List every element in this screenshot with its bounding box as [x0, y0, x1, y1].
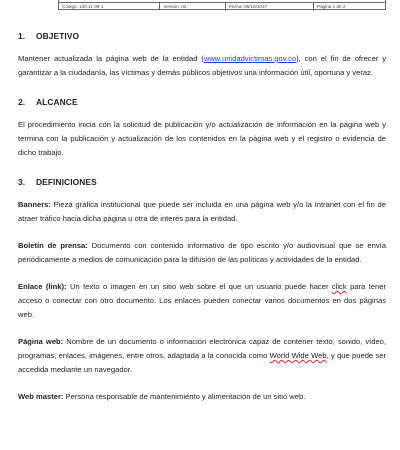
alcance-paragraph: El procedimiento inicia con la solicitud de publicación y/o actualización de información en la página web y termina con la publicación y actualización de los contenidos en la página web y el registro o evidencia de dicho trabajo. [18, 120, 386, 157]
definition-text: Persona responsable de mantenimiento y alimentación de un sitio web. [63, 392, 306, 401]
spellcheck-word-click: click [331, 282, 347, 291]
definition-banners [18, 198, 386, 226]
definition-term: Banners: [18, 200, 51, 209]
definition-text: para tener acceso o conectar con otro documento. Los enlaces pueden conectar varios documentos en dos páginas web. [18, 282, 386, 319]
definition-term: Página web: [18, 337, 64, 346]
definition-enlace [18, 280, 386, 322]
section-number: 1. [18, 31, 26, 41]
definition-web-master [18, 390, 386, 404]
definition-pagina-web [18, 335, 386, 377]
section-heading-objetivo [18, 31, 386, 41]
section-number: 3. [18, 177, 26, 187]
section-title: OBJETIVO [36, 31, 80, 41]
definition-text: Nombre de un documento o información electrónica capaz de contener texto, sonido, vídeo, programas, enlaces, imágenes, entre otros, adaptada a la conocida como [18, 337, 387, 360]
definition-boletin [18, 239, 386, 267]
definition-text: Pieza gráfica institucional que puede ser incluida en una página web y/o la Intranet con el fin de atraer tráfico hacia dicha página u otra de interés para la entidad. [18, 200, 386, 223]
document-body [18, 27, 386, 404]
section-heading-definiciones [18, 177, 386, 187]
definition-term: Web master: [18, 392, 64, 401]
header-codigo: Código: 140.11.08-1 [59, 3, 160, 10]
spellcheck-word-world-wide-web: World Wide Web [269, 351, 327, 360]
entity-website-link[interactable]: www.unidadvictimas.gov.co [203, 54, 297, 63]
definition-text: , y que puede ser accedida mediante un navegador. [18, 351, 386, 374]
header-fecha: Fecha: 05/10/2017 [225, 3, 313, 10]
section-title: DEFINICIONES [36, 177, 97, 187]
definition-text: Un texto o imagen en un sitio web sobre el que un usuario puede hacer [66, 282, 332, 291]
header-pagina: Página 1 de 2 [314, 3, 386, 10]
header-version: Versión: 03 [160, 3, 225, 10]
document-header-table [58, 0, 386, 10]
section-title: ALCANCE [36, 97, 78, 107]
objetivo-text-post: ), con el fin de ofrecer y garantizar a la ciudadanía, las víctimas y demás públicos objetivos una información útil, oportuna y veraz. [18, 54, 386, 77]
definition-term: Boletín de prensa: [18, 241, 88, 250]
definition-text: Documento con contenido informativo de tipo escrito y/o audiovisual que se envía periódicamente a medios de comunicación para la difusión de las políticas y actividades de la entidad. [18, 241, 386, 264]
objetivo-paragraph [18, 52, 386, 80]
section-heading-alcance [18, 97, 386, 107]
section-number: 2. [18, 97, 26, 107]
objetivo-text-pre: Mantener actualizada la página web de la entidad ( [18, 54, 204, 63]
definition-term: Enlace (link): [18, 282, 67, 291]
